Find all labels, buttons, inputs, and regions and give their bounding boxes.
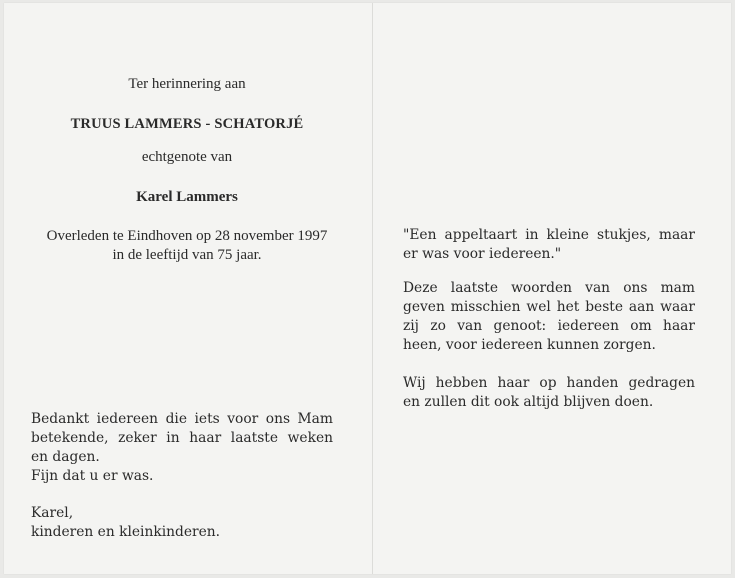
right-panel (372, 0, 735, 578)
text-line: heen, voor iedereen kunnen zorgen. (403, 337, 656, 353)
signature-block (31, 504, 291, 542)
text-line: geven misschien wel het beste aan waar (403, 299, 695, 315)
text-line: betekende, zeker in haar laatste weken (31, 430, 333, 446)
text-line: er was voor iedereen." (403, 246, 562, 262)
text-line: zij zo van genoot: iedereen om haar (403, 318, 695, 334)
text-line: Wij hebben haar op handen gedragen (403, 375, 695, 391)
text-line: Karel, (31, 505, 74, 521)
death-line: Overleden te Eindhoven op 28 november 1997 (46, 228, 328, 244)
quote-paragraph (403, 226, 695, 264)
text-line: kinderen en kleinkinderen. (31, 524, 221, 540)
deceased-name: TRUUS LAMMERS - SCHATORJÉ (70, 116, 304, 132)
text-line: Bedankt iedereen die iets voor ons Mam (31, 411, 333, 427)
text-line: "Een appeltaart in kleine stukjes, maar (403, 227, 695, 243)
spouse-name: Karel Lammers (136, 189, 238, 205)
text-line: en zullen dit ook altijd blijven doen. (403, 394, 654, 410)
remembrance-intro: Ter herinnering aan (128, 76, 246, 92)
thanks-paragraph (31, 410, 333, 486)
age-line: in de leeftijd van 75 jaar. (112, 247, 262, 263)
spouse-intro: echtgenote van (141, 149, 233, 165)
text-line: Deze laatste woorden van ons mam (403, 280, 695, 296)
carried-paragraph (403, 374, 695, 412)
last-words-paragraph (403, 279, 695, 355)
text-line: Fijn dat u er was. (31, 468, 154, 484)
text-line: en dagen. (31, 449, 100, 465)
